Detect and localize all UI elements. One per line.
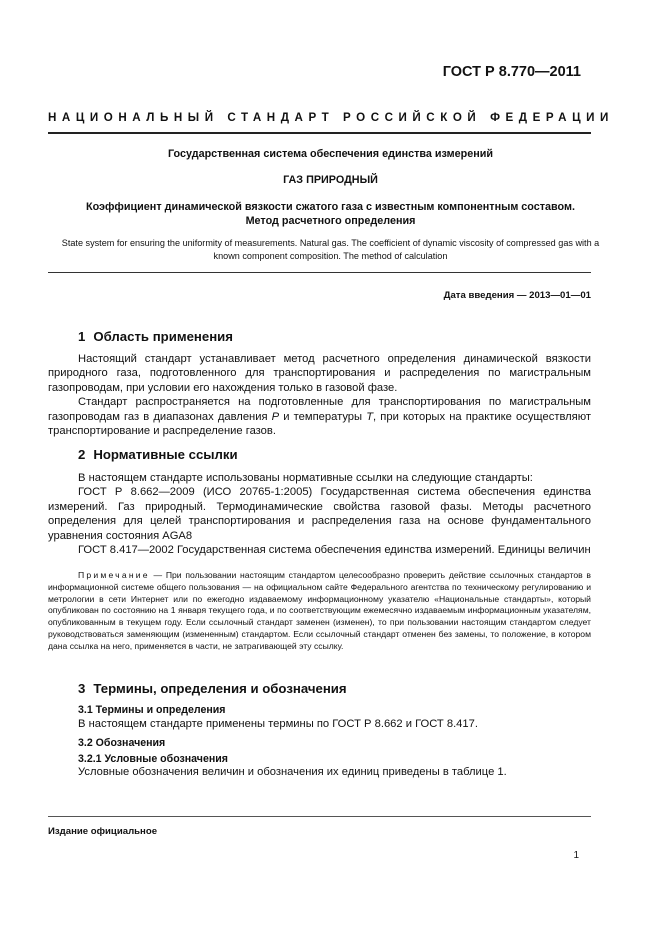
text-run: Стандарт распространяется на подготовленные для транспортирования по магистральным газопроводам газ в диапазонах давления: [48, 396, 591, 423]
standard-full-title: [60, 200, 601, 228]
section-number: 3: [78, 681, 86, 696]
section-3-heading: [78, 681, 347, 696]
paragraph: В настоящем стандарте использованы нормативные ссылки на следующие стандарты:: [78, 472, 533, 484]
page-number: 1: [573, 850, 579, 861]
section-number: 1: [78, 329, 86, 344]
section-number: 2: [78, 447, 86, 462]
note-block: [48, 570, 591, 652]
subsection-3-2-1-heading: 3.2.1 Условные обозначения: [78, 753, 228, 765]
subsection-3-2-heading: 3.2 Обозначения: [78, 737, 166, 749]
section-1-body: [48, 352, 591, 438]
subsection-3-1-heading: 3.1 Термины и определения: [78, 704, 226, 716]
text-run: , при которых на практике осуществляют транспортирование и распределение газов.: [48, 410, 591, 438]
section-title: Термины, определения и обозначения: [93, 681, 347, 696]
section-2-body: [48, 471, 591, 557]
footer-rule: [48, 816, 591, 817]
subsection-3-1-text: В настоящем стандарте применены термины по ГОСТ Р 8.662 и ГОСТ 8.417.: [78, 718, 478, 730]
subsection-3-2-1-text: Условные обозначения величин и обозначения их единиц приведены в таблице 1.: [78, 766, 507, 778]
symbol-temperature: T: [366, 410, 374, 423]
standard-system-title: Государственная система обеспечения единства измерений: [167, 148, 494, 160]
section-2-heading: [78, 447, 238, 462]
english-title: State system for ensuring the uniformity of measurements. Natural gas. The coefficient of dynamic viscosity of compressed gas with a known component composition. The method of calculation: [61, 238, 600, 261]
text-run: и температуры: [279, 410, 367, 423]
section-title: Область применения: [93, 329, 233, 344]
national-standard-heading: НАЦИОНАЛЬНЫЙ СТАНДАРТ РОССИЙСКОЙ ФЕДЕРАЦИИ: [48, 111, 614, 124]
reference-gost-8-662: ГОСТ Р 8.662—2009 (ИСО 20765-1:2005) Государственная система обеспечения единства измерений. Газ природный. Термодинамические свойства газовой фазы. Методы расчетного определения для целей транспортирования и распределения газа на основе фундаментального уравнения состояния AGA8: [48, 486, 591, 542]
header-rule: [48, 132, 591, 134]
edition-label: Издание официальное: [48, 826, 158, 837]
document-code: ГОСТ Р 8.770—2011: [442, 64, 581, 80]
introduction-date: Дата введения — 2013—01—01: [443, 290, 591, 301]
symbol-pressure: P: [271, 410, 280, 423]
section-1-heading: [78, 329, 233, 344]
standard-subject-title: ГАЗ ПРИРОДНЫЙ: [283, 174, 378, 186]
title-rule: [48, 272, 591, 273]
section-title: Нормативные ссылки: [93, 447, 238, 462]
reference-gost-8-417: ГОСТ 8.417—2002 Государственная система обеспечения единства измерений. Единицы величин: [78, 544, 591, 557]
standard-title-line-2: Метод расчетного определения: [245, 215, 416, 227]
note-text: — При пользовании настоящим стандартом целесообразно проверить действие ссылочных стандартов в информационной системе общего пользования — на официальном сайте Федерального агентства по техническому регулированию и метрологии в сети Интернет или по ежегодно издаваемому информационному указателю «Национальные стандарты», который опубликован по состоянию на 1 января текущего года, и по соответствующим ежемесячно издаваемым информационным указателям, опубликованным в текущем году. Если ссылочный стандарт заменен (изменен), то при пользовании настоящим стандартом следует руководствоваться заменяющим (измененным) стандартом. Если ссылочный стандарт отменен без замены, то положение, в котором дана ссылка на него, применяется в части, не затрагивающей эту ссылку.: [48, 570, 591, 651]
paragraph: Настоящий стандарт устанавливает метод расчетного определения динамической вязкости природного газа, подготовленного для транспортирования и распределения по магистральным газопроводам, при условии его нахождения только в газовой фазе.: [48, 353, 591, 394]
standard-title-line-1: Коэффициент динамической вязкости сжатого газа с известным компонентным составом.: [85, 201, 575, 213]
paragraph: [48, 395, 591, 438]
note-label: Примечание: [78, 570, 150, 580]
